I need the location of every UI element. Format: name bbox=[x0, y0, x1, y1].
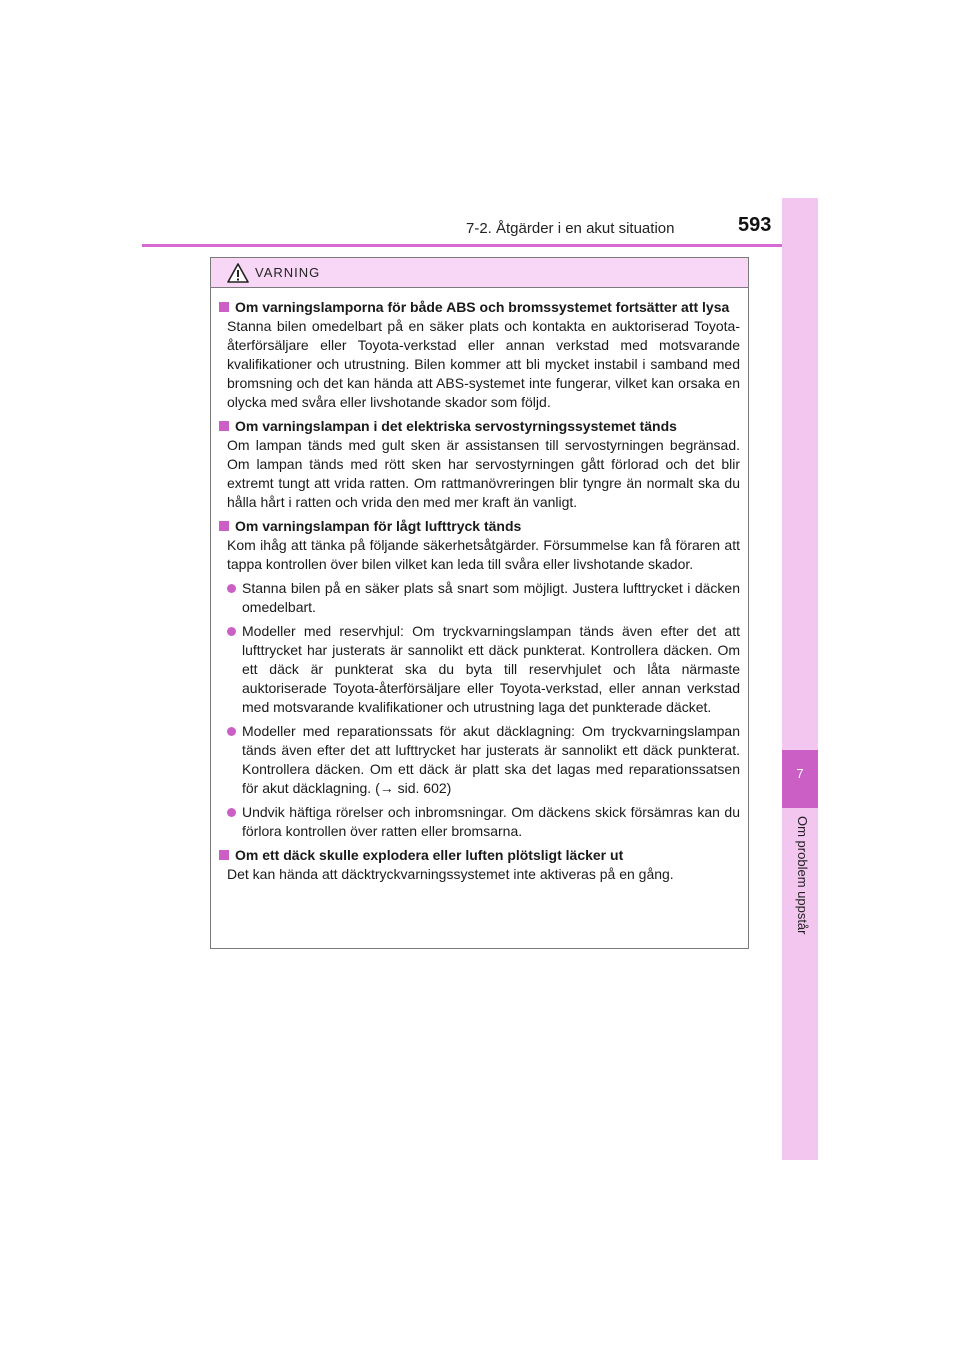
list-item-text: Modeller med reparationssats för akut däcklagning: Om tryckvarningslampan tänds även efter det att lufttrycket har justerats är sannolikt ett däck punkterat. Kontrollera däcken. Om ett däck är platt ska det lagas med reparationssatsen för akut däcklagning. (→ sid. 602) bbox=[242, 723, 740, 796]
circle-bullet-icon bbox=[227, 584, 236, 593]
warning-body bbox=[211, 288, 748, 884]
square-bullet-icon bbox=[219, 302, 229, 312]
square-bullet-icon bbox=[219, 421, 229, 431]
list-item bbox=[219, 579, 740, 617]
section-heading bbox=[219, 417, 740, 436]
section-heading bbox=[219, 517, 740, 536]
section-text: Stanna bilen omedelbart på en säker plats och kontakta en auktoriserad Toyota-återförsäljare eller Toyota-verkstad eller annan verkstad med motsvarande kvalifikationer och utrustning. Bilen kommer att bli mycket instabil i samband med bromsning och det kan hända att ABS-systemet inte fungerar, vilket kan orsaka en olycka med svåra eller livshotande skador som följd. bbox=[227, 318, 740, 410]
warning-section-tire-burst bbox=[219, 846, 740, 884]
header-rule bbox=[142, 244, 818, 247]
list-item bbox=[219, 622, 740, 717]
chapter-side-tab bbox=[782, 198, 818, 1160]
warning-section-power-steering bbox=[219, 417, 740, 512]
list-item-text: Undvik häftiga rörelser och inbromsningar. Om däckens skick försämras kan du förlora kontrollen över ratten eller bromsarna. bbox=[242, 804, 740, 839]
page-number: 593 bbox=[738, 214, 772, 236]
warning-triangle-icon bbox=[227, 263, 249, 283]
list-item bbox=[219, 722, 740, 798]
circle-bullet-icon bbox=[227, 808, 236, 817]
list-item-text: Stanna bilen på en säker plats så snart som möjligt. Justera lufttrycket i däcken omedelbart. bbox=[242, 580, 740, 615]
section-text: Om lampan tänds med gult sken är assistansen till servostyrningen begränsad. Om lampan tänds med rött sken har servostyrningen gått förlorad och det blir extremt tungt att vrida ratten. Om rattmanövreringen blir tyngre än normalt ska du hålla hårt i ratten och vrida den med mer kraft än vanligt. bbox=[227, 437, 740, 510]
warning-header bbox=[211, 258, 748, 288]
circle-bullet-icon bbox=[227, 727, 236, 736]
chapter-label: Om problem uppstår bbox=[795, 816, 810, 935]
section-heading-text: Om varningslamporna för både ABS och bromssystemet fortsätter att lysa bbox=[235, 299, 730, 315]
warning-section-low-tire-pressure bbox=[219, 517, 740, 841]
square-bullet-icon bbox=[219, 521, 229, 531]
list-item-text: Modeller med reservhjul: Om tryckvarningslampan tänds även efter det att lufttrycket har justerats är sannolikt ett däck punkterat. Kontrollera däcken. Om ett däck är punkterat ska du byta till reservhjulet och låta närmaste auktoriserade Toyota-återförsäljare eller Toyota-verkstad, eller annan verkstad med motsvarande kvalifikationer och utrustning laga det punkterade däcket. bbox=[242, 623, 740, 715]
section-heading-text: Om varningslampan i det elektriska servostyrningssystemet tänds bbox=[235, 418, 677, 434]
section-heading bbox=[219, 846, 740, 865]
section-heading-text: Om varningslampan för lågt lufttryck tänds bbox=[235, 518, 522, 534]
header-section-title: 7-2. Åtgärder i en akut situation bbox=[466, 220, 675, 237]
section-heading bbox=[219, 298, 740, 317]
chapter-number: 7 bbox=[796, 766, 804, 781]
warning-box bbox=[210, 257, 749, 949]
list-item bbox=[219, 803, 740, 841]
square-bullet-icon bbox=[219, 850, 229, 860]
section-text: Kom ihåg att tänka på följande säkerhetsåtgärder. Försummelse kan få föraren att tappa kontrollen över bilen vilket kan leda till svåra eller livshotande skador. bbox=[227, 537, 740, 572]
section-text: Det kan hända att däcktryckvarningssystemet inte aktiveras på en gång. bbox=[227, 866, 674, 882]
warning-label: VARNING bbox=[255, 265, 321, 280]
section-heading-text: Om ett däck skulle explodera eller luften plötsligt läcker ut bbox=[235, 847, 624, 863]
warning-section-abs bbox=[219, 298, 740, 412]
circle-bullet-icon bbox=[227, 627, 236, 636]
